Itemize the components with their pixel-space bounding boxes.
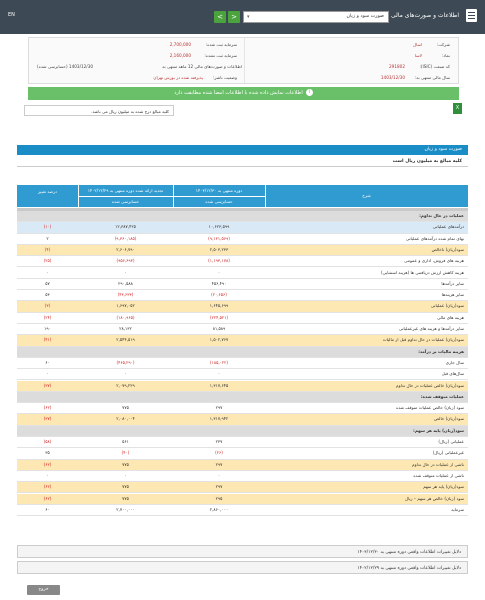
cell-current: ۸۱,۵۸۹ bbox=[212, 326, 226, 331]
cell-previous: ۲,۰۸۰,۰۰۴ bbox=[116, 416, 135, 422]
cell-description: سایر درآمدها و هزینه های غیرعملیاتی bbox=[398, 326, 464, 331]
symbol-row bbox=[250, 53, 450, 63]
cell-current: (۹,۱۳۱,۵۶۹) bbox=[208, 235, 230, 241]
cell-description: سایر درآمدها bbox=[441, 280, 464, 286]
cell-change: ۳۵ bbox=[45, 450, 50, 456]
cell-previous: ۷۷۵ bbox=[122, 484, 129, 490]
cell-previous: ۲,۵۴۴,۵۱۹ bbox=[116, 337, 135, 343]
col-current-subheader: حسابرسی شده bbox=[205, 199, 233, 204]
table-row bbox=[17, 358, 468, 369]
cell-description: هزینه های فروش، اداری و عمومی bbox=[404, 258, 464, 264]
cell-current: (۱,۱۹۳,۱۷۸) bbox=[208, 258, 230, 264]
cell-description: عملیات در حال تداوم: bbox=[419, 213, 464, 218]
table-header bbox=[17, 185, 468, 207]
cell-description: هزینه کاهش ارزش دریافتنی ها (هزینه استثنایی) bbox=[380, 269, 464, 275]
cell-change: (۲۵) bbox=[43, 258, 52, 264]
chevron-left-icon: < bbox=[217, 13, 223, 21]
exit-button[interactable]: خروج bbox=[27, 585, 60, 595]
table-row bbox=[17, 426, 468, 437]
cell-description: سال جاری bbox=[445, 359, 464, 365]
cell-description: عملیات متوقف شده: bbox=[420, 393, 464, 399]
table-row bbox=[17, 290, 468, 301]
divider bbox=[244, 38, 245, 83]
fiscal-value: 1403/12/30 bbox=[380, 75, 405, 80]
company-value: اسال bbox=[413, 42, 422, 47]
col-prev-subheader: حسابرسی شده bbox=[111, 199, 140, 204]
cell-change: ۱۹۰ bbox=[44, 326, 51, 331]
cell-change: (۲۴) bbox=[43, 314, 52, 320]
divider bbox=[78, 196, 265, 197]
cell-change: (۳۷) bbox=[43, 416, 52, 422]
cell-change: (۵۸) bbox=[43, 439, 52, 444]
cell-current: ۱۰,۶۲۳,۵۹۹ bbox=[208, 224, 230, 230]
chevron-down-icon: ▾ bbox=[247, 14, 250, 20]
cell-current: ۴۵۶,۴۹۰ bbox=[211, 280, 227, 286]
cell-previous: ۱,۶۹۷,۰۵۲ bbox=[116, 303, 135, 309]
cell-change: ۰ bbox=[46, 269, 49, 275]
col-prev-header: تجدید ارائه شده دوره منتهی به ۱۴۰۲/۱۲/۲۹ bbox=[87, 188, 164, 193]
table-row bbox=[17, 460, 468, 471]
cell-previous: ۵۶۱ bbox=[122, 439, 129, 444]
table-row bbox=[17, 256, 468, 267]
cell-description: سود(زیان) پایه هر سهم bbox=[423, 484, 464, 490]
language-toggle[interactable]: EN bbox=[8, 12, 15, 18]
cell-previous: ۷۷۵ bbox=[122, 405, 129, 411]
cell-change: (۳۷) bbox=[43, 382, 52, 388]
clipboard-icon bbox=[466, 9, 477, 22]
table-row bbox=[17, 392, 468, 403]
cell-description: سود (زیان) خالص عملیات متوقف شده bbox=[396, 405, 464, 411]
verification-alert bbox=[28, 87, 459, 100]
cell-description: ناشی از عملیات در حال تداوم bbox=[411, 461, 464, 467]
cell-description: سایر هزینه‌ها bbox=[441, 292, 464, 298]
cell-change: (۶۲) bbox=[43, 495, 52, 501]
report-type-select[interactable] bbox=[243, 11, 389, 23]
period-row bbox=[37, 64, 242, 74]
cell-description: سود(زیان) عملیاتی bbox=[430, 303, 464, 309]
cell-current: ۱,۳۱۷,۹۴۲ bbox=[209, 416, 229, 422]
table-row bbox=[17, 347, 468, 358]
table-row bbox=[17, 313, 468, 324]
alert-text: اطلاعات نمایش داده شده با اطلاعات امضا شده مطابقت دارد bbox=[174, 90, 303, 96]
table-row bbox=[17, 211, 468, 222]
cell-change: ۶۰ bbox=[45, 506, 50, 512]
cell-previous: ۱۲,۳۸۷,۴۲۵ bbox=[115, 224, 136, 230]
cell-current: (۲۰,۶۵۶) bbox=[211, 292, 227, 298]
table-row bbox=[17, 494, 468, 505]
isic-value: 291802 bbox=[389, 64, 405, 69]
cell-current: ۲,۵۰۳,۲۳۳ bbox=[209, 246, 229, 252]
fiscal-row bbox=[250, 75, 450, 85]
table-row bbox=[17, 403, 468, 414]
cell-current: ۲۹۷ bbox=[215, 461, 223, 467]
cell-current: ۱,۵۰۲,۷۶۷ bbox=[209, 337, 229, 343]
cell-description: هزینه های مالی bbox=[437, 314, 464, 320]
cell-previous: ۲,۷۰۰,۰۰۰ bbox=[116, 506, 135, 512]
cell-previous: ۷۷۵ bbox=[122, 495, 129, 501]
section-title: صورت سود و زیان bbox=[17, 145, 468, 155]
cell-description: غیرعملیاتی (ریال) bbox=[432, 450, 464, 456]
cell-description: بهای تمام شده درآمدهای عملیاتی bbox=[405, 235, 464, 241]
section-note: کلیه مبالغ به میلیون ریال است bbox=[17, 157, 468, 167]
table-row bbox=[17, 482, 468, 493]
table-row bbox=[17, 301, 468, 312]
cell-current: (۱۸۵,۰۲۲) bbox=[209, 359, 229, 365]
cell-change: ۲ bbox=[46, 235, 49, 241]
cell-description: ناشی از عملیات متوقف شده bbox=[413, 472, 464, 478]
table-row bbox=[17, 369, 468, 380]
table-row bbox=[17, 245, 468, 256]
cell-current: ۲۳۷ bbox=[215, 439, 223, 444]
table-row bbox=[17, 222, 468, 233]
table-row bbox=[17, 234, 468, 245]
isic-row bbox=[250, 64, 450, 74]
cell-change: (۴) bbox=[44, 246, 51, 252]
currency-note: کلیه مبالغ درج شده به میلیون ریال می باشد. bbox=[24, 105, 174, 116]
table-row bbox=[17, 381, 468, 392]
table-row bbox=[17, 279, 468, 290]
cell-description: سود (زیان) خالص هر سهم – ریال bbox=[405, 495, 464, 501]
isic-label: کد صنعت (ISIC): bbox=[419, 64, 450, 69]
report-type-value: صورت سود و زیان bbox=[346, 14, 384, 19]
change-reason-current[interactable]: دلایل تغییرات اطلاعات واقعی دوره منتهی به ۱۴۰۳/۱۲/۳۰ bbox=[17, 545, 468, 558]
cell-change: (۶۲) bbox=[43, 484, 52, 490]
cell-previous: ۰ bbox=[124, 472, 127, 478]
fiscal-label: سال مالی منتهی به: bbox=[414, 75, 450, 80]
cell-previous: ۰ bbox=[124, 371, 127, 377]
table-row bbox=[17, 268, 468, 279]
table-row bbox=[17, 437, 468, 448]
cell-description: سود(زیان) پایه هر سهم: bbox=[413, 427, 464, 433]
status-label: وضعیت ناشر: bbox=[213, 75, 237, 80]
cell-change: ۶۰ bbox=[45, 359, 50, 365]
table-row bbox=[17, 414, 468, 425]
cell-description: سال‌های قبل bbox=[441, 371, 464, 377]
previous-button[interactable] bbox=[214, 11, 226, 23]
cell-current: ۱,۶۴۵,۶۹۹ bbox=[209, 303, 229, 309]
company-info-panel bbox=[28, 37, 459, 84]
cell-description: سود(زیان) خالص عملیات در حال تداوم bbox=[396, 382, 464, 388]
cell-previous: ۷۷۵ bbox=[122, 461, 129, 467]
cell-previous: ۲۹۰,۵۸۸ bbox=[118, 280, 133, 286]
cell-change: ۰ bbox=[46, 371, 49, 377]
cell-previous: (۹,۳۶۰,۱۸۵) bbox=[114, 235, 137, 241]
company-row bbox=[250, 42, 450, 52]
symbol-value: لاسا bbox=[414, 53, 422, 58]
cell-description: هزینه مالیات بر درآمد: bbox=[418, 348, 464, 354]
cell-change: (۴۱) bbox=[43, 337, 52, 343]
table-row bbox=[17, 448, 468, 459]
cell-change: ۵۷ bbox=[45, 280, 50, 286]
status-value: پذیرفته شده در بورس تهران bbox=[153, 75, 203, 80]
cell-current: (۲۶) bbox=[215, 450, 223, 456]
table-row bbox=[17, 471, 468, 482]
table-row bbox=[17, 505, 468, 516]
cell-description: درآمدهای عملیاتی bbox=[432, 224, 464, 230]
cell-current: ۰ bbox=[217, 269, 221, 275]
capital-registered-value: 2,700,000 bbox=[169, 42, 191, 47]
cell-current: ۲۹۷ bbox=[215, 484, 223, 490]
change-reason-previous[interactable]: دلایل تغییرات اطلاعات واقعی دوره منتهی به ۱۴۰۲/۱۲/۲۹ bbox=[17, 561, 468, 574]
cell-previous: (۴۳,۶۳۳) bbox=[117, 292, 134, 298]
col-desc-header: شرح bbox=[362, 193, 371, 198]
status-row bbox=[37, 75, 237, 85]
cell-current: ۲۹۷ bbox=[215, 405, 223, 411]
col-change-header: درصد تغییر bbox=[38, 189, 57, 194]
cell-change: (۳) bbox=[44, 303, 51, 309]
cell-previous: ۲,۰۷۹,۲۲۹ bbox=[116, 382, 135, 388]
cell-current: (۲۲۴,۵۲۱) bbox=[209, 314, 229, 320]
cell-previous: (۱۸۰,۹۶۵) bbox=[116, 314, 135, 320]
capital-unregistered-value: 2,160,000 bbox=[169, 53, 191, 58]
excel-export-icon[interactable]: X bbox=[453, 103, 462, 114]
cell-change: ۵۳ bbox=[45, 292, 50, 298]
page-title: اطلاعات و صورت‌های مالی bbox=[391, 12, 459, 19]
capital-unregistered-label: سرمایه ثبت نشده: bbox=[204, 53, 237, 58]
table-row bbox=[17, 324, 468, 335]
cell-previous: ۰ bbox=[124, 269, 127, 275]
cell-current: ۲۹۵ bbox=[215, 495, 223, 501]
cell-current: ۰ bbox=[217, 472, 221, 478]
cell-description: سرمایه bbox=[451, 506, 464, 512]
cell-previous: (۹۵۶,۶۹۳) bbox=[116, 258, 135, 264]
next-button[interactable] bbox=[228, 11, 240, 23]
cell-change: (۶۲) bbox=[43, 405, 52, 411]
cell-description: سود(زیان) ناخالص bbox=[431, 246, 464, 252]
cell-current: ۰ bbox=[217, 371, 221, 377]
cell-description: سود(زیان) عملیات در حال تداوم قبل از مالیات bbox=[382, 337, 464, 343]
cell-description: سود(زیان) خالص bbox=[434, 416, 464, 422]
table-row bbox=[17, 335, 468, 346]
cell-change: (۱۰) bbox=[43, 224, 52, 230]
cell-current: ۲,۸۶۰,۰۰۰ bbox=[209, 506, 229, 512]
capital-unregistered-row bbox=[37, 53, 237, 63]
col-current-header: دوره منتهی به ۱۴۰۳/۱۲/۳۰ bbox=[195, 188, 243, 193]
cell-change: (۶۲) bbox=[43, 461, 52, 467]
period-value: 1403/12/30 (حسابرسی شده) bbox=[37, 64, 94, 69]
cell-description: عملیاتی (ریال) bbox=[438, 439, 464, 444]
cell-previous: ۲,۶۰۶,۷۹۰ bbox=[116, 246, 135, 252]
company-label: شرکت: bbox=[436, 42, 450, 47]
cell-change: ۰ bbox=[46, 472, 49, 478]
info-icon: i bbox=[306, 89, 313, 96]
cell-current: ۱,۳۱۷,۶۴۵ bbox=[209, 382, 229, 388]
capital-registered-label: سرمایه ثبت شده: bbox=[205, 42, 237, 47]
top-bar bbox=[0, 0, 485, 34]
cell-previous: (۴۶۵,۲۹۰) bbox=[116, 359, 135, 365]
cell-previous: (۴۰) bbox=[121, 450, 130, 456]
symbol-label: نماد: bbox=[441, 53, 450, 58]
period-label: اطلاعات و صورت‌های مالی 12 ماهه منتهی به bbox=[162, 64, 242, 69]
cell-previous: ۲۸,۱۳۲ bbox=[119, 326, 132, 331]
capital-registered-row bbox=[37, 42, 237, 52]
chevron-right-icon: > bbox=[231, 13, 237, 21]
